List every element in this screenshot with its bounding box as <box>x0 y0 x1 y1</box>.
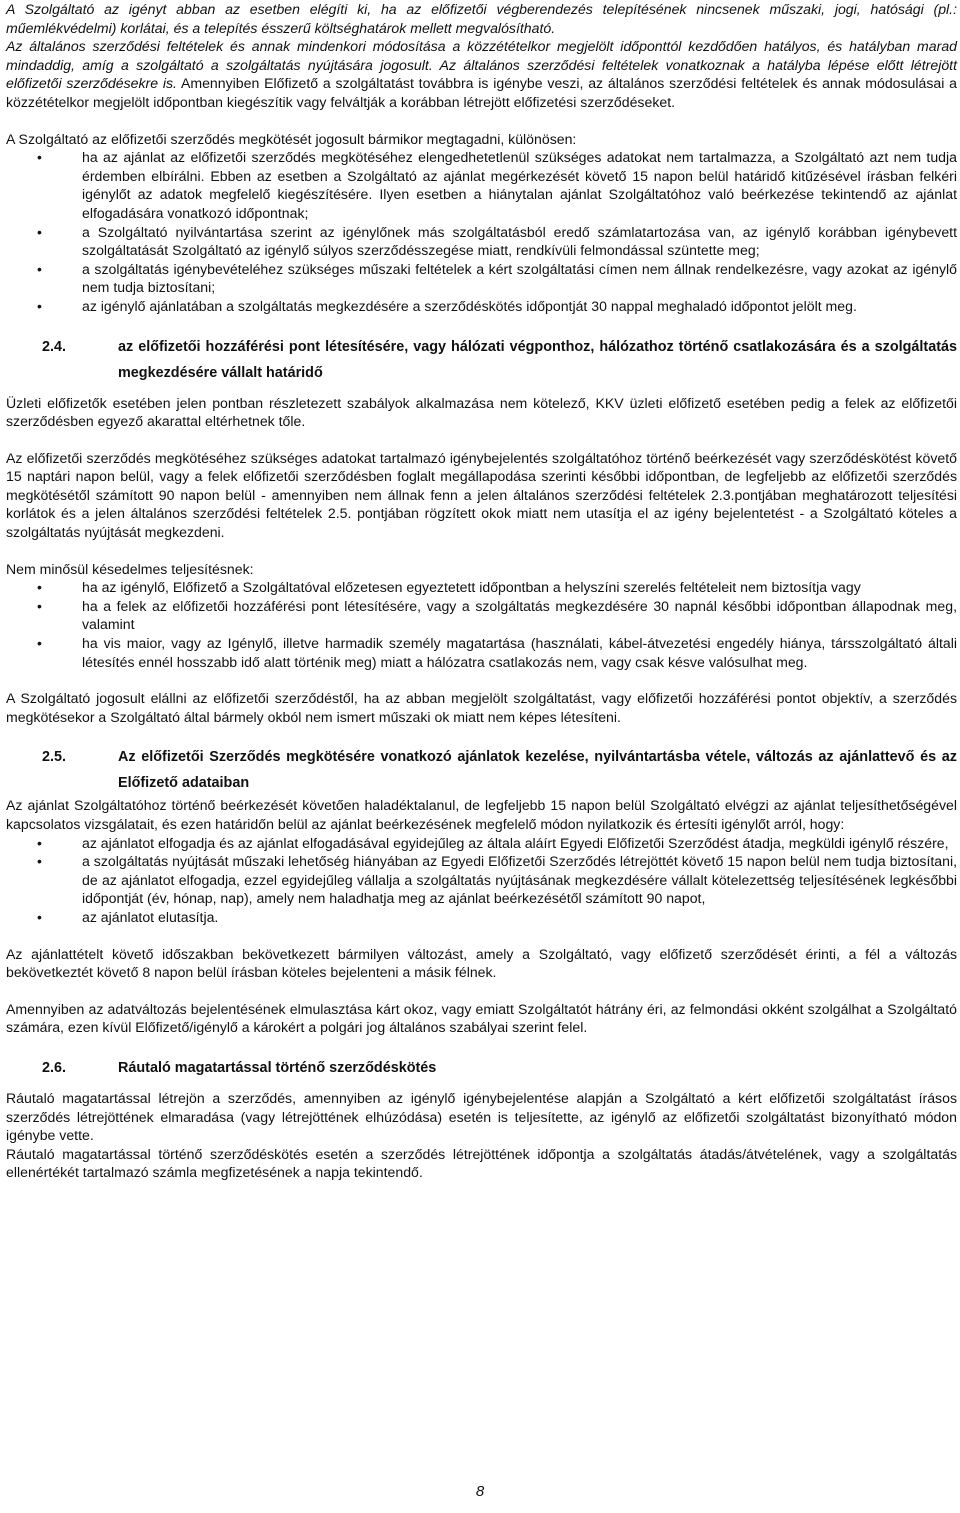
bullet-icon: • <box>37 260 42 277</box>
list-item <box>6 634 957 671</box>
list-item-text: ha vis maior, vagy az Igénylő, illetve harmadik személy magatartása (használati, kábel-átvezetési engedély hiánya, társszolgáltató általi létesítés ennél hosszabb idő alatt történik meg) miatt a hálózatra csatlakozás nem, vagy csak késve valósulhat meg. <box>82 635 957 670</box>
section-number: 2.5. <box>42 749 67 766</box>
list-item-text: az ajánlatot elfogadja és az ajánlat elfogadásával egyidejűleg az általa aláírt Egyedi Előfizetői Szerződést átadja, megküldi igénylő részére, <box>82 834 949 851</box>
list-item <box>6 908 957 927</box>
bullet-icon: • <box>37 597 42 614</box>
section-heading-2-5 <box>6 744 957 796</box>
section-number: 2.4. <box>42 338 67 355</box>
paragraph-change-notification: Az ajánlattételt követő időszakban bekövetkezett bármilyen változást, amely a Szolgáltató, vagy előfizető szerződését érinti, a fél a változás bekövetkeztét követő 8 napon belül írásban köteles bejelenteni a másik félnek. <box>6 945 957 981</box>
paragraph-withdrawal: A Szolgáltató jogosult elállni az előfizetői szerződéstől, ha az abban megjelölt szolgáltatást, vagy előfizetői hozzáférési pontot objektív, a szerződés megkötésekor a Szolgáltató által bármely okból nem ismert műszaki ok miatt nem képes létesíteni. <box>6 690 957 725</box>
bullet-icon: • <box>37 908 42 925</box>
paragraph-text-italic: Az általános szerződési feltételek és annak mindenkori módosítása a közzétételkor megjelölt időponttól kezdődően hatályos, és hatályban marad mindaddig, amíg a szolgáltató a szolgáltatás nyújtására jogosult. Az általános szerződési feltételek vonatkoznak a hatályba lépése előtt létrejött előfizetői szerződésekre is. <box>6 38 957 92</box>
section-heading-2-4 <box>6 334 957 386</box>
refuse-list <box>6 148 957 315</box>
section-title: az előfizetői hozzáférési pont létesítésére, vagy hálózati végponthoz, hálózathoz történő csatlakozására és a szolgáltatás megkezdésére vállalt határidő <box>118 338 957 381</box>
list-item-text: a Szolgáltató nyilvántartása szerint az igénylőnek más szolgáltatásból eredő számlatartozása van, az igénylő korábban igénybevett szolgáltatását Szolgáltató az igénylő súlyos szerződésszegése miatt, rendkívüli felmondással szüntette meg; <box>82 223 957 259</box>
list-item <box>6 148 957 222</box>
paragraph-refuse-intro: A Szolgáltató az előfizetői szerződés megkötését jogosult bármikor megtagadni, különösen: <box>6 130 577 147</box>
paragraph-delay-intro: Nem minősül késedelmes teljesítésnek: <box>6 560 254 577</box>
bullet-icon: • <box>37 223 42 240</box>
paragraph-intro-validity <box>6 37 957 111</box>
paragraph-text: A Szolgáltató az igényt abban az esetben elégíti ki, ha az előfizetői végberendezés telepítésének nincsenek műszaki, jogi, hatósági (pl.: műemlékvédelmi) korlátai, és a telepítés ésszerű költséghatárok mellett megvalósítható. <box>6 1 957 36</box>
list-item <box>6 260 957 297</box>
bullet-icon: • <box>37 297 42 314</box>
delay-list <box>6 578 957 671</box>
list-item <box>6 597 957 634</box>
list-item-text: a szolgáltatás igénybevételéhez szükséges műszaki feltételek a kért szolgáltatási címen nem állnak rendelkezésre, vagy azokat az igénylő nem tudja biztosítani; <box>82 260 957 296</box>
section-title: Az előfizetői Szerződés megkötésére vonatkozó ajánlatok kezelése, nyilvántartásba vétele, változás az ajánlattevő és az Előfizető adataiban <box>118 749 957 792</box>
list-item <box>6 852 957 908</box>
bullet-icon: • <box>37 834 42 851</box>
list-item-text: ha a felek az előfizetői hozzáférési pont létesítésére, vagy a szolgáltatás megkezdésére 30 napnál későbbi időpontban állapodnak meg, valamint <box>82 597 957 633</box>
list-item-text: ha az ajánlat az előfizetői szerződés megkötéséhez elengedhetetlenül szükséges adatokat nem tartalmazza, a Szolgáltató azt nem tudja érdemben elbírálni. Ebben az esetben a Szolgáltató az ajánlat megérkezését követő 15 napon belül határidő kitűzésével írásban felkéri igénylőt az adatok megfelelő kiegészítésére. Ilyen esetben a hiánytalan ajánlat Szolgáltatóhoz való beérkezése tekintendő az ajánlat elfogadására vonatkozó időpontnak; <box>82 149 957 221</box>
bullet-icon: • <box>37 579 42 596</box>
list-item-text: az ajánlatot elutasítja. <box>82 908 219 925</box>
section-heading-2-6 <box>6 1055 957 1081</box>
paragraph-start-deadline: Az előfizetői szerződés megkötéséhez szükséges adatokat tartalmazó igénybejelentés szolgáltatóhoz történő beérkezését vagy szerződéskötést követő 15 naptári napon belül, vagy a felek előfizetői szerződésben foglalt megállapodása szerinti későbbi időpontban, de legfeljebb az előfizetői szerződés megkötésétől számított 90 napon belül - amennyiben nem állnak fenn a jelen általános szerződési feltételek 2.3.pontjában meghatározott teljesítési korlátok és a jelen általános szerződési feltételek 2.5. pontjában rögzített okok miatt nem utasítja el az igény bejelentetést - a Szolgáltató köteles a szolgáltatás nyújtását megkezdeni. <box>6 449 957 541</box>
list-item-text: ha az igénylő, Előfizető a Szolgáltatóval előzetesen egyeztetett időpontban a helyszíni szerelés feltételeit nem biztosítja vagy <box>82 579 861 596</box>
section-number: 2.6. <box>42 1059 67 1076</box>
offer-list <box>6 834 957 927</box>
bullet-icon: • <box>37 635 42 652</box>
page-number: 8 <box>475 1483 485 1500</box>
paragraph-business-subscribers: Üzleti előfizetők esetében jelen pontban részletezett szabályok alkalmazása nem kötelező, KKV üzleti előfizető esetében pedig a felek az előfizetői szerződésben egyező akarattal eltérhetnek tőle. <box>6 394 957 430</box>
list-item <box>6 578 957 597</box>
paragraph-damage-liability: Amennyiben az adatváltozás bejelentésének elmulasztása kárt okoz, vagy emiatt Szolgáltatót hátrány éri, az felmondási okként szolgálhat a Szolgáltató számára, ezen kívül Előfizető/igénylő a károkért a polgári jog általános szabályai szerint felel. <box>6 1000 957 1036</box>
paragraph-intro-install <box>6 0 957 37</box>
bullet-icon: • <box>37 149 42 166</box>
list-item <box>6 223 957 260</box>
paragraph-text-regular: Amennyiben Előfizető a szolgáltatást továbbra is igénybe veszi, az általános szerződési feltételek és annak módosulásai a közzétételkor megjelölt időpontban kiegészítik vagy felváltják a korábban létrejött előfizetési szerződéseket. <box>6 75 958 110</box>
paragraph-implied-contract: Ráutaló magatartással létrejön a szerződés, amennyiben az igénylő igénybejelentése alapján a Szolgáltató a kért előfizetői szolgáltatást írásos szerződés létrejöttének elmaradása (vagy létrejöttének elhúzódása) esetén is teljesítette, az igénylő az előfizetői szolgáltatást bizonyítható módon igénybe vette. <box>6 1089 957 1144</box>
bullet-icon: • <box>37 853 42 870</box>
paragraph-implied-contract-date: Ráutaló magatartással történő szerződéskötés esetén a szerződés létrejöttének időpontja a szolgáltatás átadás/átvételének, vagy a szolgáltatás ellenértékét tartalmazó számla megfizetésének a napja tekintendő. <box>6 1145 957 1181</box>
document-page <box>6 0 957 1182</box>
list-item <box>6 297 957 316</box>
list-item-text: az igénylő ajánlatában a szolgáltatás megkezdésére a szerződéskötés időpontját 30 nappal meghaladó időpontot jelölt meg. <box>82 297 857 314</box>
list-item-text: a szolgáltatás nyújtását műszaki lehetőség hiányában az Egyedi Előfizetői Szerződés létrejöttét követő 15 napon belül nem tudja biztosítani, de az ajánlatot elfogadja, ezzel egyidejűleg vállalja a szolgáltatás nyújtásának megkezdésére vállalt kötelezettség teljesítésének legkésőbbi időpontját (év, hónap, nap), amely nem haladhatja meg az ajánlat beérkezésétől számított 90 napot, <box>82 853 957 907</box>
paragraph-offer-processing: Az ajánlat Szolgáltatóhoz történő beérkezését követően haladéktalanul, de legfeljebb 15 napon belül Szolgáltató elvégzi az ajánlat teljesíthetőségével kapcsolatos vizsgálatait, és ezen határidőn belül az ajánlat beérkezésének megfelelő módon nyilatkozik és értesíti igénylőt arról, hogy: <box>6 797 957 832</box>
section-title: Ráutaló magatartással történő szerződéskötés <box>118 1059 437 1076</box>
list-item <box>6 834 957 853</box>
